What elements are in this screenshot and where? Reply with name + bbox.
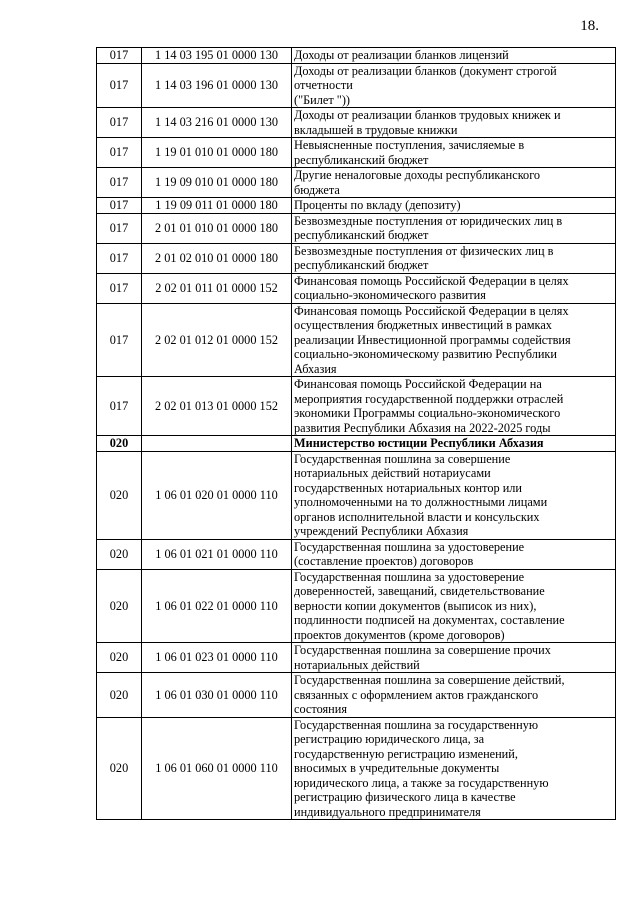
section-header-row bbox=[97, 436, 616, 452]
table-row bbox=[97, 243, 616, 273]
table-row bbox=[97, 717, 616, 820]
table-row bbox=[97, 138, 616, 168]
revenue-name-cell: Государственная пошлина за удостоверение (составление проектов) договоров bbox=[292, 539, 616, 569]
admin-code-cell: 017 bbox=[97, 48, 142, 64]
budget-classification-table bbox=[96, 47, 616, 820]
revenue-name-cell: Государственная пошлина за совершение прочих нотариальных действий bbox=[292, 643, 616, 673]
admin-code-cell: 020 bbox=[97, 539, 142, 569]
admin-code-cell: 020 bbox=[97, 717, 142, 820]
admin-code-cell: 017 bbox=[97, 243, 142, 273]
budget-code-cell: 2 02 01 013 01 0000 152 bbox=[142, 377, 292, 436]
admin-code-cell: 020 bbox=[97, 436, 142, 452]
budget-code-cell: 1 06 01 020 01 0000 110 bbox=[142, 451, 292, 539]
budget-code-cell: 1 14 03 195 01 0000 130 bbox=[142, 48, 292, 64]
table-row bbox=[97, 168, 616, 198]
revenue-name-cell: Проценты по вкладу (депозиту) bbox=[292, 198, 616, 214]
admin-code-cell: 017 bbox=[97, 138, 142, 168]
budget-code-cell: 1 19 09 011 01 0000 180 bbox=[142, 198, 292, 214]
table-row bbox=[97, 673, 616, 718]
admin-code-cell: 017 bbox=[97, 63, 142, 108]
page-number: 18. bbox=[580, 18, 599, 34]
table-row bbox=[97, 377, 616, 436]
budget-code-cell: 1 19 09 010 01 0000 180 bbox=[142, 168, 292, 198]
budget-code-cell: 2 02 01 011 01 0000 152 bbox=[142, 273, 292, 303]
table-row bbox=[97, 48, 616, 64]
table-row bbox=[97, 108, 616, 138]
admin-code-cell: 020 bbox=[97, 673, 142, 718]
budget-code-cell: 2 01 01 010 01 0000 180 bbox=[142, 213, 292, 243]
budget-code-cell: 2 02 01 012 01 0000 152 bbox=[142, 303, 292, 377]
budget-code-cell: 1 06 01 021 01 0000 110 bbox=[142, 539, 292, 569]
revenue-name-cell: Финансовая помощь Российской Федерации в целях социально-экономического развития bbox=[292, 273, 616, 303]
table-row bbox=[97, 63, 616, 108]
table-row bbox=[97, 303, 616, 377]
budget-code-cell: 1 14 03 216 01 0000 130 bbox=[142, 108, 292, 138]
admin-code-cell: 017 bbox=[97, 108, 142, 138]
revenue-name-cell: Безвозмездные поступления от физических лиц в республиканский бюджет bbox=[292, 243, 616, 273]
budget-code-cell: 1 06 01 023 01 0000 110 bbox=[142, 643, 292, 673]
admin-code-cell: 020 bbox=[97, 643, 142, 673]
revenue-name-cell: Невыясненные поступления, зачисляемые в республиканский бюджет bbox=[292, 138, 616, 168]
budget-code-cell: 1 14 03 196 01 0000 130 bbox=[142, 63, 292, 108]
table-row bbox=[97, 539, 616, 569]
budget-code-cell: 1 06 01 030 01 0000 110 bbox=[142, 673, 292, 718]
admin-code-cell: 020 bbox=[97, 569, 142, 643]
admin-code-cell: 017 bbox=[97, 213, 142, 243]
revenue-name-cell: Другие неналоговые доходы республиканского бюджета bbox=[292, 168, 616, 198]
table-row bbox=[97, 213, 616, 243]
revenue-name-cell: Финансовая помощь Российской Федерации в целях осуществления бюджетных инвестиций в рамках реализации Инвестиционной программы содействия социально-экономическому развитию Республики Абхазия bbox=[292, 303, 616, 377]
admin-code-cell: 017 bbox=[97, 168, 142, 198]
table-row bbox=[97, 643, 616, 673]
table-row bbox=[97, 273, 616, 303]
revenue-name-cell: Государственная пошлина за государственную регистрацию юридического лица, за государственную регистрацию изменений, вносимых в учредительные документы юридического лица, а также за государственную регистрацию физического лица в качестве индивидуального предпринимателя bbox=[292, 717, 616, 820]
table-row bbox=[97, 569, 616, 643]
revenue-name-cell: Государственная пошлина за совершение нотариальных действий нотариусами государственных нотариальных контор или уполномоченными на то должностными лицами органов исполнительной власти и консульских учреждений Республики Абхазия bbox=[292, 451, 616, 539]
revenue-name-cell: Доходы от реализации бланков лицензий bbox=[292, 48, 616, 64]
admin-code-cell: 017 bbox=[97, 273, 142, 303]
budget-code-cell: 1 06 01 022 01 0000 110 bbox=[142, 569, 292, 643]
table-body bbox=[97, 48, 616, 820]
budget-code-cell: 1 06 01 060 01 0000 110 bbox=[142, 717, 292, 820]
admin-code-cell: 020 bbox=[97, 451, 142, 539]
revenue-name-cell: Финансовая помощь Российской Федерации на мероприятия государственной поддержки отраслей экономики Программы социально-экономического развития Республики Абхазия на 2022-2025 годы bbox=[292, 377, 616, 436]
revenue-name-cell: Государственная пошлина за удостоверение доверенностей, завещаний, свидетельствование верности копии документов (выписок из них), подлинности подписей на документах, составление проектов документов (кроме договоров) bbox=[292, 569, 616, 643]
admin-code-cell: 017 bbox=[97, 377, 142, 436]
admin-code-cell: 017 bbox=[97, 198, 142, 214]
budget-code-cell: 2 01 02 010 01 0000 180 bbox=[142, 243, 292, 273]
budget-code-cell bbox=[142, 436, 292, 452]
budget-code-cell: 1 19 01 010 01 0000 180 bbox=[142, 138, 292, 168]
admin-code-cell: 017 bbox=[97, 303, 142, 377]
revenue-name-cell: Государственная пошлина за совершение действий, связанных с оформлением актов гражданского состояния bbox=[292, 673, 616, 718]
revenue-name-cell: Доходы от реализации бланков (документ строгой отчетности ("Билет ")) bbox=[292, 63, 616, 108]
revenue-name-cell: Доходы от реализации бланков трудовых книжек и вкладышей в трудовые книжки bbox=[292, 108, 616, 138]
revenue-name-cell: Министерство юстиции Республики Абхазия bbox=[292, 436, 616, 452]
table-row bbox=[97, 451, 616, 539]
revenue-name-cell: Безвозмездные поступления от юридических лиц в республиканский бюджет bbox=[292, 213, 616, 243]
table-row bbox=[97, 198, 616, 214]
